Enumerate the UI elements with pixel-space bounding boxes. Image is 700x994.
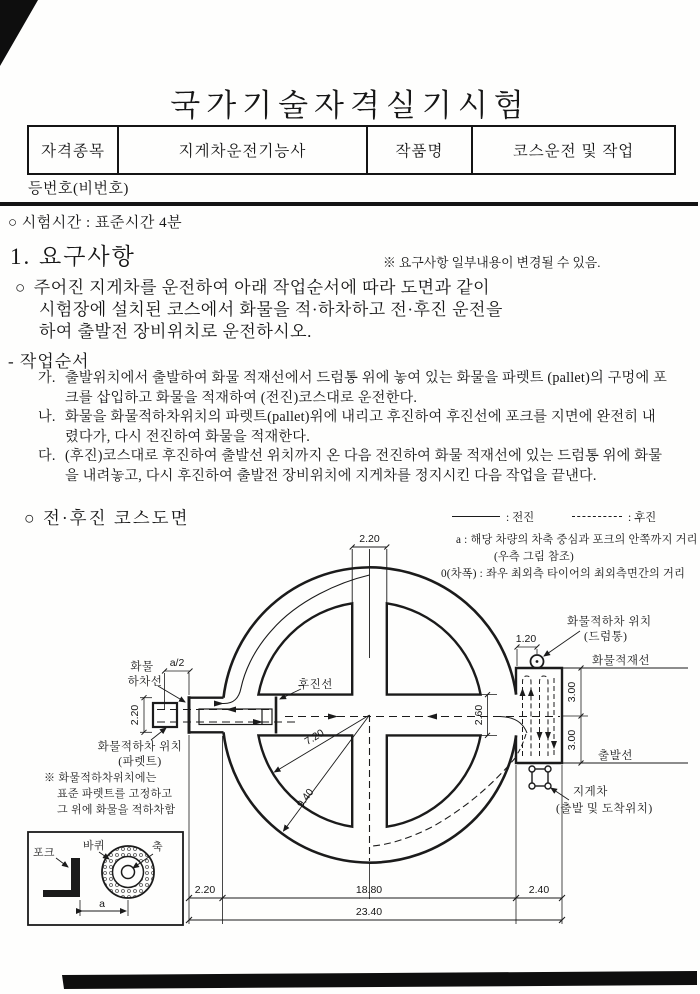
path-arrow-left [226, 707, 236, 713]
intro-line-2: 시험장에 설치된 코스에서 화물을 적·하차하고 전·후진 운전을 [39, 300, 503, 319]
scan-bottom-bar [62, 971, 697, 989]
course-diagram [0, 528, 700, 994]
path-arrow-left [427, 714, 437, 720]
legend-note-width: 0(차폭) : 좌우 최외측 타이어의 최외측면간의 거리 [441, 568, 686, 580]
table-cell-qualification-label: 자격종목 [29, 127, 119, 173]
course-diagram-heading: ○ 전·후진 코스도면 [24, 508, 190, 528]
leader-drum [544, 631, 580, 656]
pallet-note-1: ※ 화물적하차위치에는 [44, 772, 157, 784]
lane-arrow-down [545, 732, 551, 740]
course-island-lower-left [258, 735, 352, 826]
label-drum-pos-1: 화물적하차 위치 [567, 616, 652, 628]
dim-pallet-height: 2.20 [129, 704, 141, 726]
work-item-text: (후진)코스대로 후진하여 출발선 위치까지 온 다음 전진하여 화물 적재선에 있는 드럼통 위에 화물을 내려놓고, 다시 후진하여 출발전 장비위치에 지게차를 정지시킨 다음 작업을 끝낸다. [65, 448, 663, 484]
legend-solid-line-sample [452, 516, 500, 517]
scan-corner-mark [0, 0, 38, 66]
label-reverse-line: 후진선 [298, 679, 333, 691]
course-island-upper-right [387, 603, 481, 694]
dim-a-half: a/2 [169, 657, 185, 669]
work-item-text: 화물을 화물적하차위치의 파렛트(pallet)위에 내리고 후진하여 후진선에 포크를 지면에 완전히 내렸다가, 다시 전진하여 화물을 적재한다. [65, 409, 656, 445]
label-unload-2: 하차선 [127, 676, 163, 688]
label-pallet-pos-1: 화물적하차 위치 [97, 741, 183, 753]
horizontal-rule [0, 202, 698, 206]
intro-line-3: 하여 출발전 장비위치로 운전하시오. [39, 322, 312, 341]
label-unload-1: 화물 [130, 661, 154, 673]
requirements-note: ※ 요구사항 일부내용이 변경될 수 있음. [383, 256, 601, 270]
dim-radius-outer: 9.40 [294, 786, 317, 811]
table-cell-work-label: 작품명 [368, 127, 473, 173]
pallet-square [153, 703, 177, 727]
dim-bottom-total: 23.40 [355, 906, 383, 918]
leader-fork [56, 858, 68, 867]
lane-arrow-up [528, 688, 534, 696]
label-pallet-pos-2: (파렛트) [118, 756, 162, 768]
pallet-note-2: 표준 파렛트를 고정하고 [57, 788, 173, 800]
label-forklift-2: (출발 및 도착위치) [556, 803, 653, 815]
pallet-note-3: 그 위에 화물을 적하차함 [57, 804, 176, 816]
dim-channel-height: 2.60 [473, 704, 485, 726]
dim-radius-inner: 7.20 [302, 727, 327, 748]
work-item-number: 다. [38, 448, 56, 464]
forklift-wheel-mark [529, 783, 535, 789]
page-title: 국가기술자격실기시험 [170, 88, 530, 123]
drum-center-dot [536, 660, 539, 663]
work-order-list [38, 369, 668, 486]
legend-note-a: a : 해당 차량의 차축 중심과 포크의 안쪽까지 거리 [456, 534, 698, 546]
inset-label-fork: 포크 [33, 847, 55, 859]
forklift-wheel-mark [529, 766, 535, 772]
inset-label-axle: 축 [152, 841, 163, 853]
work-item-number: 가. [38, 370, 56, 386]
lane-arrow-up [520, 688, 526, 696]
label-start-line: 출발선 [598, 750, 633, 762]
leader-forklift [551, 788, 569, 800]
fork-blade-shape [43, 890, 80, 897]
label-forklift-1: 지게차 [573, 786, 608, 798]
label-load-line: 화물적재선 [592, 655, 651, 667]
work-item-number: 나. [38, 409, 56, 425]
circle-bullet: ○ [15, 278, 26, 297]
dim-upper-half: 3.00 [566, 681, 578, 703]
wheel-hub [122, 866, 135, 879]
table-cell-work-value: 코스운전 및 작업 [512, 143, 635, 160]
forklift-wheel-mark [545, 766, 551, 772]
forklift-wheel-mark [545, 783, 551, 789]
inset-dim-a: a [99, 898, 105, 910]
legend-note-a2: (우측 그림 참조) [494, 551, 574, 563]
forward-path-arrow [214, 701, 224, 707]
dim-bottom-mid: 18.80 [355, 884, 383, 896]
work-item-da [38, 447, 668, 486]
work-item-ga [38, 369, 668, 408]
legend-forward-label: : 전진 [506, 512, 535, 524]
label-drum-pos-2: (드럼통) [584, 631, 628, 643]
work-item-na [38, 408, 668, 447]
dim-bottom-right: 2.40 [528, 884, 550, 896]
path-arrow-right [328, 714, 338, 720]
requirements-heading: 1. 요구사항 [10, 244, 136, 269]
work-order-heading: - 작업순서 [8, 352, 90, 371]
leader-unload-line [158, 686, 185, 702]
course-island-lower-right [387, 735, 481, 826]
lane-arrow-down [537, 732, 543, 740]
legend-reverse-label: : 후진 [628, 512, 657, 524]
dim-lower-half: 3.00 [566, 729, 578, 751]
work-item-text: 출발위치에서 출발하여 화물 적재선에서 드럼통 위에 놓여 있는 화물을 파렛트 (pallet)의 구멍에 포크를 삽입하고 화물을 적재하여 (전진)코스대로 운전한다. [65, 370, 668, 406]
header-table [27, 125, 676, 175]
requirements-paragraph [15, 277, 665, 343]
dim-top-width: 2.20 [359, 533, 380, 545]
table-cell-qualification-value: 지게차운전기능사 [119, 127, 368, 173]
dim-bottom-left: 2.20 [194, 884, 216, 896]
intro-line-1: ○ 주어진 지게차를 운전하여 아래 작업순서에 따라 도면과 같이 [15, 278, 491, 297]
lane-arrow-down [551, 741, 557, 749]
exam-time-line: ○ 시험시간 : 표준시간 4분 [8, 215, 183, 231]
id-number-label: 등번호(비번호) [28, 181, 129, 197]
dim-drum-offset: 1.20 [515, 633, 537, 645]
inset-label-wheel: 바퀴 [83, 840, 105, 852]
legend-dashed-line-sample [572, 516, 622, 517]
leader-pallet [151, 728, 166, 740]
